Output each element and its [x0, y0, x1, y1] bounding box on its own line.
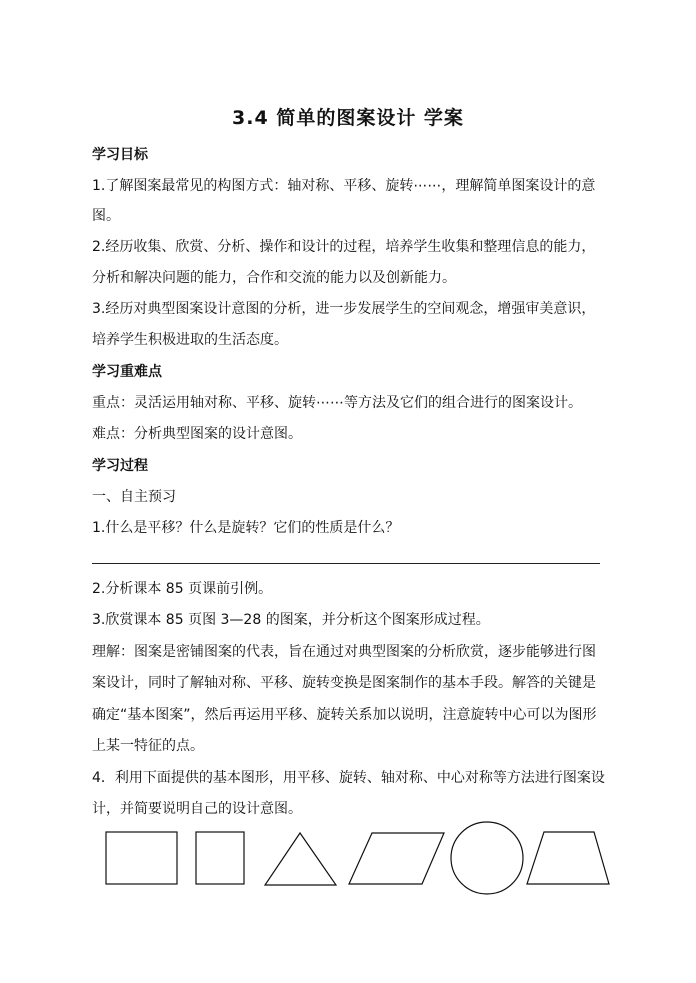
objective-line-4: 分析和解决问题的能力，合作和交流的能力以及创新能力。	[92, 270, 456, 286]
trapezoid-icon	[527, 832, 609, 884]
rectangle-icon	[106, 832, 177, 884]
basic-shapes	[0, 810, 696, 900]
answer-line	[92, 563, 600, 564]
question-4-line-1: 4．利用下面提供的基本图形，用平移、旋转、轴对称、中心对称等方法进行图案设	[92, 770, 605, 786]
keypoints-heading: 学习重难点	[92, 364, 162, 380]
objective-line-1: 1.了解图案最常见的构图方式：轴对称、平移、旋转⋯⋯，理解简单图案设计的意	[92, 178, 596, 194]
process-heading: 学习过程	[92, 458, 148, 474]
understanding-line-2: 案设计，同时了解轴对称、平移、旋转变换是图案制作的基本手段。解答的关键是	[92, 675, 596, 691]
page-title: 3.4 简单的图案设计 学案	[232, 107, 464, 129]
circle-icon	[451, 822, 523, 894]
triangle-icon	[265, 833, 336, 885]
understanding-line-4: 上某一特征的点。	[92, 738, 204, 754]
objectives-heading: 学习目标	[92, 147, 148, 163]
objective-line-5: 3.经历对典型图案设计意图的分析，进一步发展学生的空间观念，增强审美意识，	[92, 301, 596, 317]
question-1: 1.什么是平移？什么是旋转？它们的性质是什么？	[92, 520, 400, 536]
question-2: 2.分析课本 85 页课前引例。	[92, 581, 273, 597]
section-self-study: 一、自主预习	[92, 489, 176, 505]
understanding-line-3: 确定“基本图案”，然后再运用平移、旋转关系加以说明，注意旋转中心可以为图形	[92, 707, 597, 723]
understanding-line-1: 理解：图案是密铺图案的代表，旨在通过对典型图案的分析欣赏，逐步能够进行图	[92, 644, 596, 660]
square-icon	[196, 832, 244, 884]
keypoint-difficulty: 难点：分析典型图案的设计意图。	[92, 426, 302, 442]
question-4-line-2: 计，并简要说明自己的设计意图。	[92, 801, 302, 817]
keypoint-focus: 重点：灵活运用轴对称、平移、旋转⋯⋯等方法及它们的组合进行的图案设计。	[92, 395, 582, 411]
objective-line-6: 培养学生积极进取的生活态度。	[92, 332, 288, 348]
objective-line-2: 图。	[92, 208, 120, 224]
question-3: 3.欣赏课本 85 页图 3—28 的图案，并分析这个图案形成过程。	[92, 612, 490, 628]
parallelogram-icon	[349, 833, 444, 884]
objective-line-3: 2.经历收集、欣赏、分析、操作和设计的过程，培养学生收集和整理信息的能力，	[92, 239, 596, 255]
